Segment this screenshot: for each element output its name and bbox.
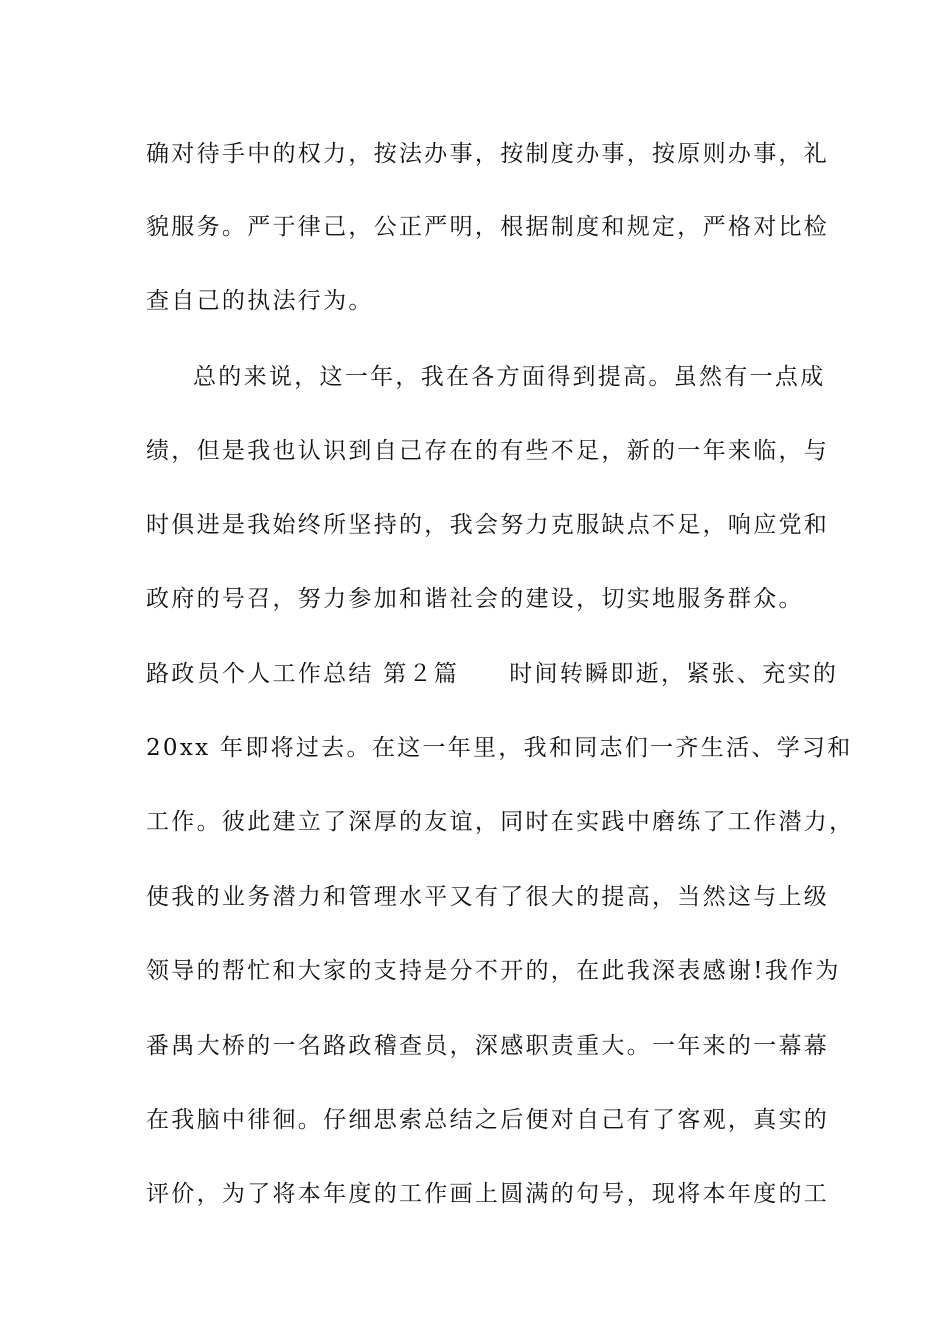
body-text-line: 评价，为了将本年度的工作画上圆满的句号，现将本年度的工	[146, 1181, 830, 1207]
body-text-line: 20xx 年即将过去。在这一年里，我和同志们一齐生活、学习和	[146, 735, 853, 761]
body-text-line: 领导的帮忙和大家的支持是分不开的，在此我深表感谢!我作为	[146, 958, 841, 984]
section-heading-line	[146, 659, 839, 689]
body-text-line: 绩，但是我也认识到自己存在的有些不足，新的一年来临，与	[146, 438, 830, 464]
section-title: 路政员个人工作总结 第２篇	[146, 661, 460, 687]
body-text-line: 确对待手中的权力，按法办事，按制度办事，按原则办事，礼	[146, 141, 830, 167]
body-text-line: 使我的业务潜力和管理水平又有了很大的提高，当然这与上级	[146, 884, 830, 910]
body-text-line: 在我脑中徘徊。仔细思索总结之后便对自己有了客观，真实的	[146, 1107, 830, 1133]
body-text-line: 貌服务。严于律己，公正严明，根据制度和规定，严格对比检	[146, 214, 830, 240]
body-text-line: 工作。彼此建立了深厚的友谊，同时在实践中磨练了工作潜力，	[146, 809, 855, 835]
body-text-line: 番禺大桥的一名路政稽查员，深感职责重大。一年来的一幕幕	[146, 1033, 830, 1059]
body-text-line: 政府的号召，努力参加和谐社会的建设，切实地服务群众。	[146, 586, 804, 612]
body-text-line: 查自己的执法行为。	[146, 288, 374, 314]
body-text-line: 时俱进是我始终所坚持的，我会努力克服缺点不足，响应党和	[146, 512, 830, 538]
body-text-inline: 时间转瞬即逝，紧张、充实的	[509, 661, 839, 687]
paragraph-first-line: 总的来说，这一年，我在各方面得到提高。虽然有一点成	[193, 364, 826, 390]
